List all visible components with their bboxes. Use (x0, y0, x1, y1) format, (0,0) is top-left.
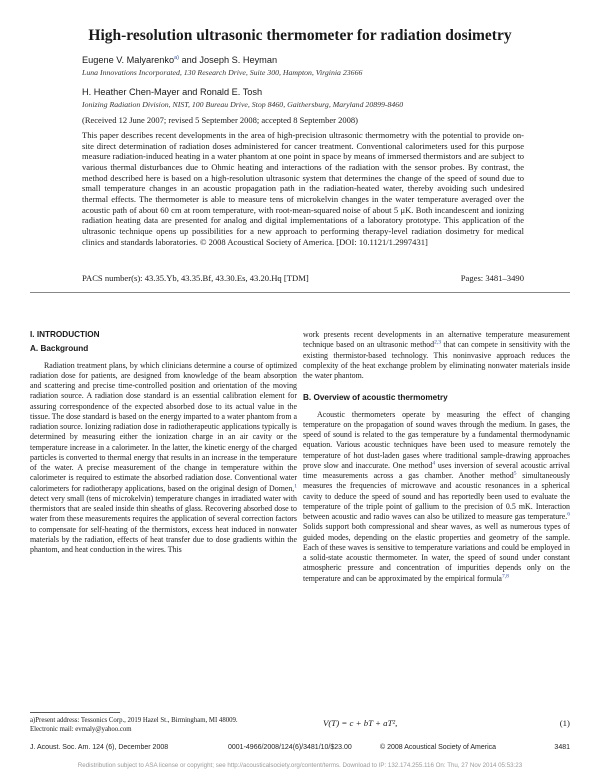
copyright-line: © 2008 Acoustical Society of America (380, 744, 497, 751)
citation-1[interactable]: 1 (294, 482, 297, 489)
citation-4[interactable]: 4 (432, 460, 436, 467)
pacs-numbers: PACS number(s): 43.35.Yb, 43.35.Bf, 43.30.Es, 43.20.Hq [TDM] (82, 273, 309, 283)
text-run: simultaneously measures the frequencies of microwave and acoustic resonances in a spherical cavity to deduce the speed of sound and has reportedly been used to evaluate the temperature of the triple point of gallium to the precision of 0.5 mK. Interaction between acoustic and radio waves can also be utilized to measure gas temperature. (303, 471, 570, 521)
issn-line: 0001-4966/2008/124(6)/3481/10/$23.00 (228, 744, 352, 751)
text-run: detect very small (tens of microkelvin) temperature changes in irradiated water with thermistors that are sealed inside thin sheaths of glass. Recovering absorbed dose to water from these measurements requires the application of several correction factors to compensate for self-heating of the thermistors, excess heat induced in nonwater materials by the radiation, effects of heat transfer due to dose gradients within the phantom, and heat conduction in the wires. This (30, 493, 297, 554)
affiliation-2: Ionizing Radiation Division, NIST, 100 Bureau Drive, Stop 8460, Gaithersburg, Maryland 20899-8460 (82, 100, 404, 109)
received-dates: (Received 12 June 2007; revised 5 September 2008; accepted 8 September 2008) (82, 115, 358, 125)
footnote-address: a)Present address: Tessonics Corp., 2019 Hazel St., Birmingham, MI 48009. (30, 717, 238, 724)
footnote-rule (30, 712, 120, 713)
abstract: This paper describes recent developments in the area of high-precision ultrasonic thermometry with the potential to provide on-site direct determination of radiation doses administered for cancer treatment. Conventional calorimeters used for this purpose measure radiation-induced heating in a water phantom at one point in space by means of immersed thermistors and are subject to various thermal disturbances due to Ohmic heating and interactions of the radiation with the sensor probes. By contrast, the method described here is based on a high-resolution ultrasonic system that determines the change of the speed of sound due to small temperature changes in an acoustic propagation path in the radiation-heated water, thereby avoiding such undesired thermal effects. The thermometer is able to measure tens of microkelvin changes in the water temperature averaged over the acoustic path of about 60 cm at room temperature, with root-mean-squared noise of about 5 μK. Both incandescent and ionizing radiation heating data are presented for analog and digital implementations of a laboratory prototype. This application of the ultrasonic technique opens up possibilities for a new approach to performing therapy-level radiation dosimetry for medical clinics and standards laboratories. © 2008 Acoustical Society of America. [DOI: 10.1121/1.2997431] (82, 130, 524, 247)
equation-number: (1) (559, 718, 570, 728)
affiliation-1: Luna Innovations Incorporated, 130 Research Drive, Suite 300, Hampton, Virginia 23666 (82, 68, 363, 77)
page-number: 3481 (554, 744, 570, 751)
author-line-2: H. Heather Chen-Mayer and Ronald E. Tosh (82, 87, 263, 97)
right-column (303, 330, 570, 584)
equation-1 (303, 718, 570, 728)
footnote (30, 717, 297, 734)
text-run: that can compete in sensitivity with the existing thermistor-based technology. This noninvasive approach reduces the complexity of the heat exchange problem by eliminating nonwater materials inside the water phantom. (303, 340, 570, 380)
text-run: Acoustic thermometers operate by measuring the effect of changing temperature on the propagation of sound waves through the medium. In gases, the speed of sound is related to the gas temperature by a fundamental thermodynamic equation. Various acoustic techniques have been used to measure remotely the temperature of hot dust-laden gases where traditional sample-drawing approaches prove slow and inaccurate. One method (303, 409, 570, 470)
paragraph-background (30, 361, 297, 556)
paragraph-overview (303, 410, 570, 584)
left-column (30, 330, 297, 555)
text-run: uses inversion of several acoustic arrival time measurements across a gas chamber. Another method (303, 460, 570, 480)
redistribution-notice[interactable]: Redistribution subject to ASA license or copyright; see http://acousticalsociety.org/content/terms. Download to IP: 132.174.255.116 On: Thu, 27 Nov 2014 05:53:23 (77, 762, 523, 769)
equation-body: V(T) = c + bT + aT², (323, 718, 398, 728)
journal-citation: J. Acoust. Soc. Am. 124 (6), December 2008 (30, 744, 169, 751)
section-divider (30, 292, 570, 293)
text-run: work presents recent developments in an alternative temperature measurement technique based on an ultrasonic method (303, 330, 570, 350)
author-names-1b: and Joseph S. Heyman (179, 55, 278, 65)
footnote-email[interactable]: Electronic mail: evmaly@yahoo.com (30, 725, 132, 733)
citation-5[interactable]: 5 (513, 470, 517, 477)
author-footnote-mark[interactable]: a) (174, 54, 179, 61)
pacs-line (82, 273, 524, 283)
page-range: Pages: 3481–3490 (460, 273, 524, 283)
author-line-1 (82, 55, 277, 65)
subsection-heading-background: A. Background (30, 344, 89, 354)
citation-6[interactable]: 6 (567, 511, 570, 518)
text-run: Solids support both compressional and shear waves, as well as numerous types of guided modes, depending on the elastic properties and geometry of the sample. Each of these waves is sensitive to temperature variations and could be employed in a solid-state acoustic thermometer. In water, the speed of sound under constant atmospheric pressure and concentration of impurities depends only on the temperature and can be approximated by the empirical formula (303, 522, 570, 583)
author-names-1: Eugene V. Malyarenko (82, 55, 175, 65)
citation-7-8[interactable]: 7,8 (501, 572, 509, 579)
citation-2-3[interactable]: 2,3 (434, 339, 441, 346)
paragraph-continued (303, 330, 570, 381)
text-run: Radiation treatment plans, by which clinicians determine a course of optimized radiation dose for patients, are designed from knowledge of the beam absorption and scattering and precise time-controlled position and orientation of the moving radiation source. A radiation dose standard is an essential calibration element for assuring correspondence of the expected absorbed dose to its actual value in the tissue. The dose standard is based on the energy imparted to a water phantom from a radiation source. Ionizing radiation dose in radiotherapeutic applications typically is determined by measuring either the ionization charge in an air cavity or the temperature increase in a calorimeter. In the latter, the kinetic energy of the charged particles is converted to thermal energy that results in an increase in the temperature of the water. A precise measurement of the change in temperature within the calorimeter is required to estimate the absorbed radiation dose. Conventional water calorimeters for radiotherapy applications, based on the original design of Domen, (30, 360, 297, 493)
section-heading-introduction: I. INTRODUCTION (30, 330, 100, 339)
subsection-heading-overview: B. Overview of acoustic thermometry (303, 393, 448, 403)
paper-title: High-resolution ultrasonic thermometer for radiation dosimetry (88, 27, 512, 44)
